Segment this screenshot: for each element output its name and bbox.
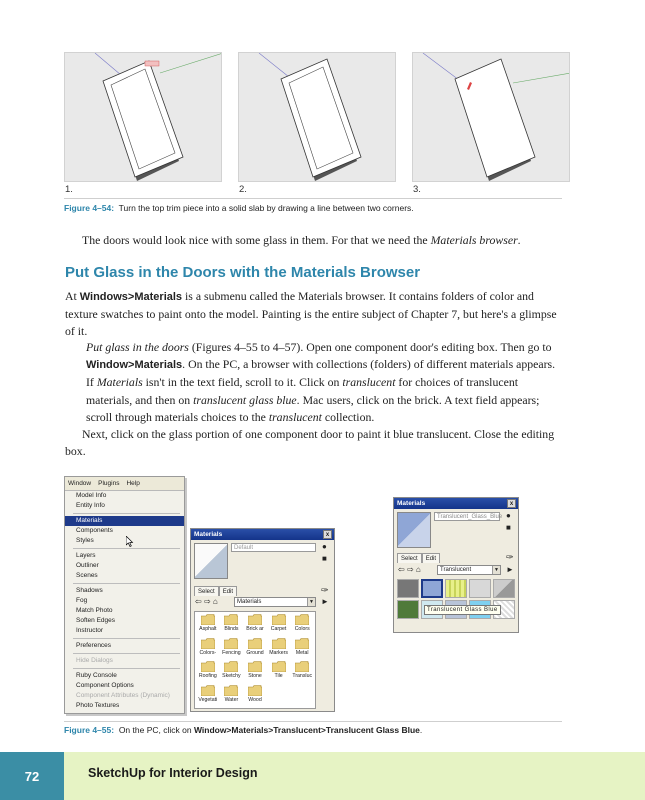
folder-icon xyxy=(197,661,219,672)
menu-item-photo-textures[interactable]: Photo Textures xyxy=(76,702,120,709)
window-menu-list xyxy=(65,491,184,711)
tab-edit[interactable]: Edit xyxy=(219,586,237,596)
folder-label: Markers xyxy=(269,649,288,656)
menu-plugins[interactable]: Plugins xyxy=(98,480,120,487)
folder-icon xyxy=(268,614,290,625)
caption-label: Figure 4–55: xyxy=(64,725,115,735)
material-folder[interactable] xyxy=(291,661,313,683)
folder-label: Colors xyxy=(294,626,310,632)
material-folder[interactable] xyxy=(291,614,313,636)
material-folder[interactable] xyxy=(244,685,266,707)
folder-icon xyxy=(291,661,313,672)
caption-text: Turn the top trim piece into a solid slab by drawing a line between two corners. xyxy=(118,203,414,213)
paint-bucket-icon[interactable]: ■ xyxy=(322,554,327,563)
tab-select[interactable]: Select xyxy=(194,586,219,596)
material-folder[interactable] xyxy=(268,661,290,683)
folder-label: Asphalt xyxy=(199,626,217,632)
swatch-tile[interactable] xyxy=(445,579,467,598)
folder-icon xyxy=(197,638,219,649)
caption-path: Window>Materials>Translucent>Translucent Glass Blue xyxy=(193,725,420,735)
next-paragraph: Next, click on the glass portion of one component door to paint it blue translucent. Close the editing box. xyxy=(65,427,555,459)
swatch-tile[interactable] xyxy=(397,600,419,619)
swatch-tile[interactable] xyxy=(469,579,491,598)
translucent-titlebar xyxy=(394,498,518,509)
material-folder[interactable] xyxy=(244,614,266,636)
material-folder[interactable] xyxy=(221,638,243,660)
menu-item-layers[interactable]: Layers xyxy=(76,552,96,559)
paint-bucket-icon[interactable]: ■ xyxy=(506,523,511,532)
folder-icon xyxy=(197,685,219,696)
menu-item-fog[interactable]: Fog xyxy=(76,597,88,604)
home-icon[interactable]: ⌂ xyxy=(212,597,218,606)
menu-item-component-options[interactable]: Component Options xyxy=(76,682,134,689)
material-name-field[interactable]: Default xyxy=(231,543,316,552)
material-folder[interactable] xyxy=(221,614,243,636)
back-arrow-icon[interactable]: ⇦ xyxy=(195,597,202,606)
section-heading: Put Glass in the Doors with the Materials Browser xyxy=(65,264,421,281)
menu-bar xyxy=(65,477,184,491)
translucent-materials-screenshot xyxy=(393,497,519,633)
materials-tabs xyxy=(194,586,237,596)
figure-divider-bottom xyxy=(64,721,562,722)
swatch-tile[interactable] xyxy=(493,579,515,598)
folder-label: Tile xyxy=(274,673,283,679)
section-paragraph: At Windows>Materials is a submenu called the Materials browser. It contains folders of color and texture swatches to paint onto the model. Painting is the entire subject of Chapter 7, but here's a glimpse of it. xyxy=(65,289,557,339)
folder-label: Transluc xyxy=(292,673,313,679)
translucent-collection-value: Translucent xyxy=(440,567,472,573)
nav-row xyxy=(195,597,218,606)
folder-label: Water xyxy=(224,696,239,703)
figure-panel-1 xyxy=(64,52,222,182)
menu-item-soften-edges[interactable]: Soften Edges xyxy=(76,617,116,624)
folder-icon xyxy=(244,685,266,696)
instruction-paragraph: Put glass in the doors (Figures 4–55 to 4–57). Open one component door's editing box. Then go to Window>Materials. On the PC, a browser with collections (folders) of different materials appears. If Materials isn't in the text field, scroll to it. Click on translucent for choices of translucent materials, and then on translucent glass blue. Mac users, click on the brick. A text field appears; scroll through materials choices to the translucent collection. xyxy=(86,340,556,424)
folder-label: Sketchy xyxy=(222,673,241,679)
chevron-down-icon: ▼ xyxy=(492,566,500,574)
folder-icon xyxy=(221,638,243,649)
folder-icon xyxy=(268,661,290,672)
translucent-collection-dropdown[interactable] xyxy=(437,565,501,575)
material-preview-swatch xyxy=(194,543,228,579)
figure-panel-1-label: 1. xyxy=(65,184,73,195)
folder-icon xyxy=(291,614,313,625)
folder-label: Ground xyxy=(246,649,264,656)
material-folder[interactable] xyxy=(221,685,243,707)
create-material-icon[interactable]: ● xyxy=(506,511,511,520)
material-folder[interactable] xyxy=(221,661,243,683)
forward-arrow-icon[interactable]: ⇨ xyxy=(203,597,211,606)
intro-paragraph: The doors would look nice with some glass in them. For that we need the Materials browser. xyxy=(82,233,521,247)
folder-icon xyxy=(244,661,266,672)
materials-title: Materials xyxy=(194,531,223,538)
menu-item-hide-dialogs: Hide Dialogs xyxy=(76,657,113,664)
figure-panel-2-label: 2. xyxy=(239,184,247,195)
materials-folder-grid xyxy=(194,611,316,709)
menu-item-ruby-console[interactable]: Ruby Console xyxy=(76,672,117,679)
book-title: SketchUp for Interior Design xyxy=(88,766,258,780)
chevron-down-icon: ▼ xyxy=(307,598,315,606)
menu-item-materials[interactable]: Materials xyxy=(65,516,184,526)
forward-arrow-icon[interactable]: ⇨ xyxy=(406,565,414,574)
nav-row xyxy=(398,565,421,574)
home-icon[interactable]: ⌂ xyxy=(415,565,421,574)
back-arrow-icon[interactable]: ⇦ xyxy=(398,565,405,574)
folder-icon xyxy=(268,638,290,649)
figure-4-54 xyxy=(64,52,564,182)
folder-label: Stone xyxy=(248,673,262,679)
figure-panel-2 xyxy=(238,52,396,182)
menu-item-styles[interactable]: Styles xyxy=(76,537,94,544)
swatch-tile-selected[interactable] xyxy=(421,579,443,598)
folder-icon xyxy=(244,614,266,625)
menu-item-model-info[interactable]: Model Info xyxy=(76,492,107,499)
menu-window[interactable]: Window xyxy=(68,480,92,487)
caption-text: On the PC, click on xyxy=(118,725,194,735)
figure-4-54-caption xyxy=(64,203,414,213)
menu-item-entity-info[interactable]: Entity Info xyxy=(76,502,105,509)
folder-icon xyxy=(221,685,243,696)
folder-icon xyxy=(221,661,243,672)
window-menu-screenshot xyxy=(64,476,185,714)
side-icons xyxy=(322,541,327,565)
menu-item-preferences[interactable]: Preferences xyxy=(76,642,112,649)
close-icon[interactable]: x xyxy=(507,499,516,508)
folder-label: Vegetati xyxy=(198,696,218,703)
figure-panel-3-label: 3. xyxy=(413,184,421,195)
swatch-tooltip: Translucent Glass Blue xyxy=(424,605,501,615)
figure-divider xyxy=(64,198,562,199)
menu-item-components[interactable]: Components xyxy=(76,527,113,534)
material-folder[interactable] xyxy=(268,638,290,660)
caption-label: Figure 4–54: xyxy=(64,203,115,213)
menu-item-shadows[interactable]: Shadows xyxy=(76,587,103,594)
menu-item-match-photo[interactable]: Match Photo xyxy=(76,607,113,614)
menu-item-outliner[interactable]: Outliner xyxy=(76,562,99,569)
menu-item-component-attributes-dynamic: Component Attributes (Dynamic) xyxy=(76,692,170,699)
figure-4-55-caption: Figure 4–55: On the PC, click on Window>Materials>Translucent>Translucent Glass Blue. xyxy=(64,725,423,735)
folder-icon xyxy=(197,614,219,625)
close-icon[interactable]: x xyxy=(323,530,332,539)
collection-dropdown-value: Materials xyxy=(237,599,262,605)
folder-label: Colors- xyxy=(199,649,217,656)
folder-label: Brick ar xyxy=(246,626,264,632)
translucent-name-field[interactable]: Translucent_Glass_Blue xyxy=(434,512,500,521)
folder-label: Wood xyxy=(248,696,262,703)
material-folder[interactable] xyxy=(244,661,266,683)
eyedropper-icon[interactable]: ✑ xyxy=(506,552,514,562)
material-folder[interactable] xyxy=(291,638,313,660)
material-folder[interactable] xyxy=(197,638,219,660)
materials-titlebar xyxy=(191,529,334,540)
page-number: 72 xyxy=(0,752,64,800)
folder-icon xyxy=(221,614,243,625)
menu-item-instructor[interactable]: Instructor xyxy=(76,627,104,634)
material-folder[interactable] xyxy=(244,638,266,660)
folder-label: Blinds xyxy=(224,626,239,632)
folder-icon xyxy=(291,638,313,649)
collection-dropdown[interactable] xyxy=(234,597,316,607)
menu-item-scenes[interactable]: Scenes xyxy=(76,572,98,579)
side-icons xyxy=(506,510,511,534)
translucent-title: Materials xyxy=(397,500,426,507)
tab-edit[interactable]: Edit xyxy=(422,553,440,563)
tab-select[interactable]: Select xyxy=(397,553,422,563)
swatch-tile[interactable] xyxy=(397,579,419,598)
figure-panel-3 xyxy=(412,52,570,182)
folder-icon xyxy=(244,638,266,649)
material-folder[interactable] xyxy=(197,614,219,636)
material-folder[interactable] xyxy=(197,685,219,707)
material-folder[interactable] xyxy=(268,614,290,636)
eyedropper-icon[interactable]: ✑ xyxy=(321,585,329,595)
translucent-preview-swatch xyxy=(397,512,431,548)
details-arrow-icon[interactable]: ► xyxy=(506,565,514,574)
folder-label: Carpet xyxy=(270,626,287,632)
materials-browser-screenshot xyxy=(190,528,335,712)
mouse-cursor-icon xyxy=(126,536,134,547)
menu-help[interactable]: Help xyxy=(126,480,140,487)
folder-label: Metal xyxy=(295,649,309,656)
create-material-icon[interactable]: ● xyxy=(322,542,327,551)
folder-label: Roofing xyxy=(198,673,217,679)
details-arrow-icon[interactable]: ► xyxy=(321,597,329,606)
translucent-tabs xyxy=(397,553,440,563)
material-folder[interactable] xyxy=(197,661,219,683)
folder-label: Fencing xyxy=(222,649,241,656)
